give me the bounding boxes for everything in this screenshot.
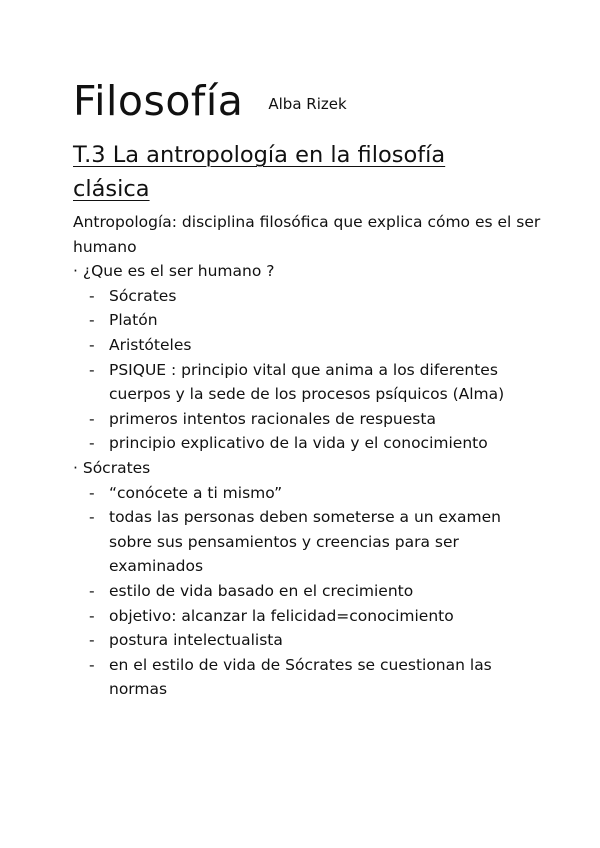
list-item: - todas las personas deben someterse a un examen sobre sus pensamientos y creencias para ser examinados <box>73 505 529 579</box>
list-item: - postura intelectualista <box>73 628 529 653</box>
author-name: Alba Rizek <box>268 95 347 113</box>
list-item: - objetivo: alcanzar la felicidad=conocimiento <box>73 604 529 629</box>
list-item: - Aristóteles <box>73 333 529 358</box>
list-item: - en el estilo de vida de Sócrates se cuestionan las normas <box>73 653 529 702</box>
section-list <box>73 481 573 702</box>
list-item: - primeros intentos racionales de respuesta <box>73 407 529 432</box>
document-page <box>73 76 573 702</box>
notes-body <box>73 210 573 702</box>
list-item: - estilo de vida basado en el crecimiento <box>73 579 529 604</box>
document-title: Filosofía <box>73 77 244 125</box>
list-item: - principio explicativo de la vida y el conocimiento <box>73 431 529 456</box>
document-header <box>73 76 573 132</box>
intro-definition: Antropología: disciplina filosófica que explica cómo es el ser humano <box>73 213 541 256</box>
section-heading: · ¿Que es el ser humano ? <box>73 262 275 281</box>
list-item: - PSIQUE : principio vital que anima a los diferentes cuerpos y la sede de los procesos psíquicos (Alma) <box>73 358 529 407</box>
section-list <box>73 284 573 456</box>
list-item: - Platón <box>73 308 529 333</box>
list-item: - Sócrates <box>73 284 529 309</box>
topic-heading: T.3 La antropología en la filosofía clásica <box>73 142 446 202</box>
section-heading: · Sócrates <box>73 458 151 477</box>
list-item: - “conócete a ti mismo” <box>73 481 529 506</box>
